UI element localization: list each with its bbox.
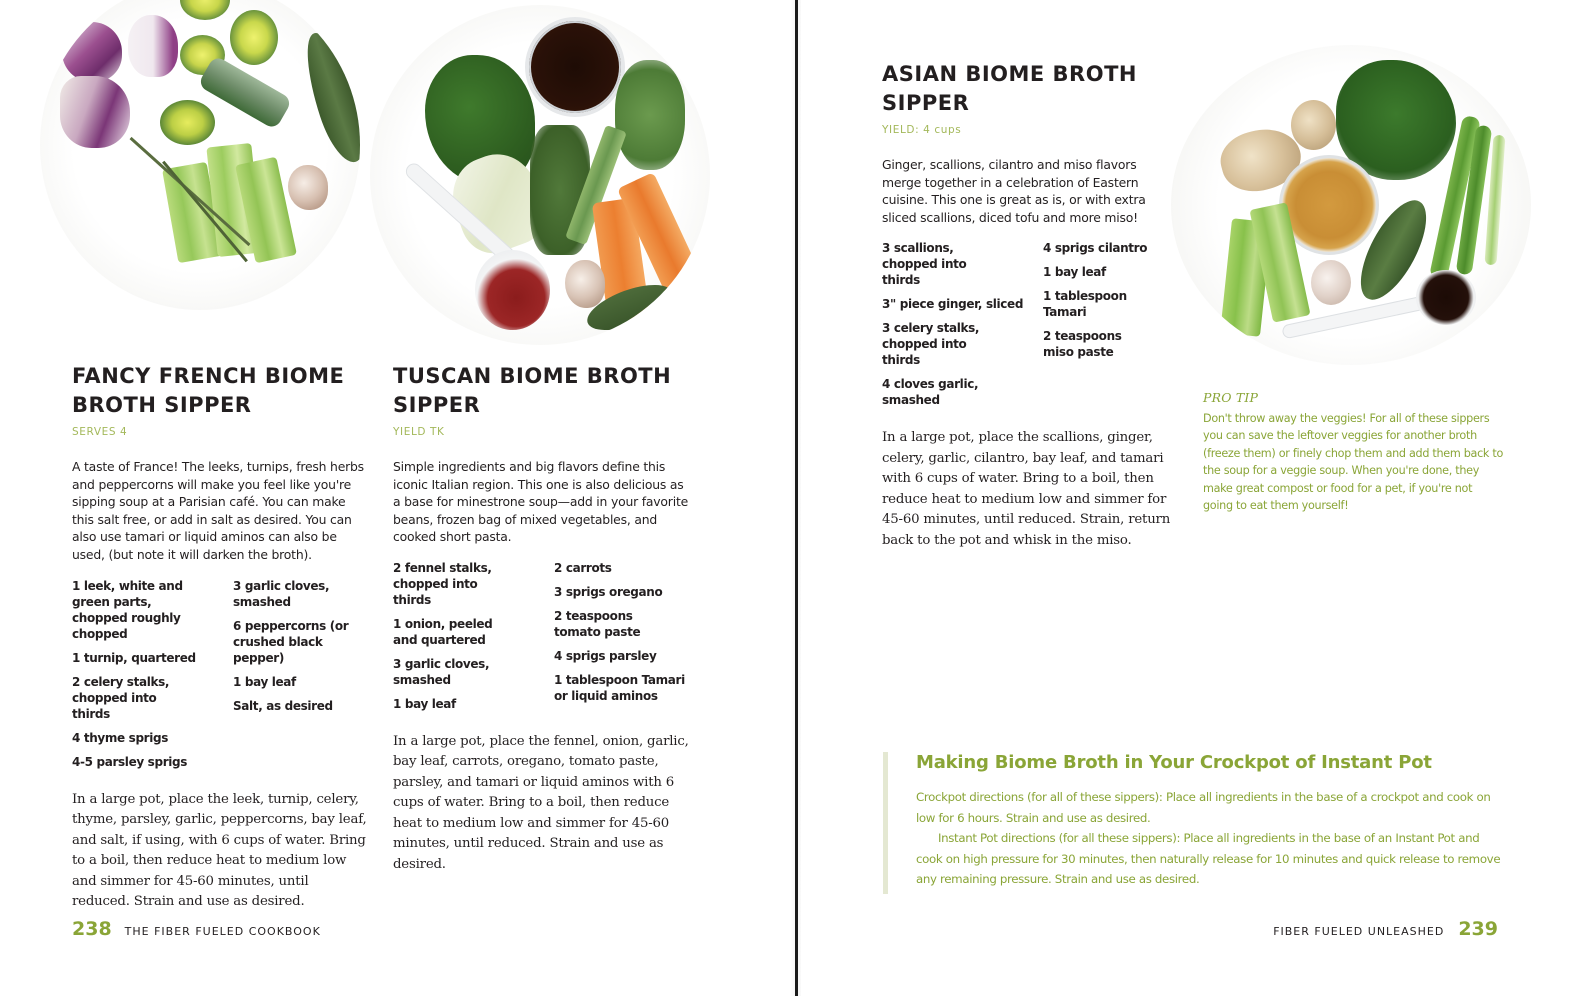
ingredient-column-2 (233, 578, 363, 778)
ingredient-item: 1 bay leaf (1043, 265, 1106, 280)
sidebar-accent-bar (883, 752, 888, 894)
ingredient-item: 1 bay leaf (393, 696, 456, 711)
turnip-shape (62, 22, 122, 82)
leek-ring-shape (160, 100, 215, 145)
bay-leaf-shape (295, 27, 360, 168)
tuscan-broth-ingredients-photo (370, 5, 710, 345)
folio-left (72, 918, 321, 940)
garlic-shape (1311, 260, 1351, 305)
crockpot-directions: Crockpot directions (for all of these sippers): Place all ingredients in the base of a crockpot and cook on low for 6 hours. Strain and use as desired. (916, 790, 1491, 825)
ingredient-column-1 (393, 560, 554, 720)
page-gutter-divider (795, 0, 798, 996)
ingredient-column-1 (72, 578, 233, 778)
turnip-shape (128, 15, 178, 77)
turnip-shape (60, 76, 130, 148)
page-number: 238 (72, 918, 112, 940)
ingredient-item: Salt, as desired (233, 698, 333, 713)
ingredient-column-1 (882, 240, 1043, 416)
ingredient-item: 4-5 parsley sprigs (72, 754, 188, 769)
ingredient-item: 2 celery stalks, chopped into thirds (72, 674, 170, 721)
ingredient-item: 3 garlic cloves, smashed (393, 656, 490, 687)
ingredient-item: 6 peppercorns (or crushed black pepper) (233, 618, 349, 665)
french-broth-ingredients-photo (40, 0, 360, 310)
ingredient-item: 1 onion, peeled and quartered (393, 616, 493, 647)
folio-right (1273, 918, 1498, 940)
recipe-method: In a large pot, place the fennel, onion, garlic, bay leaf, carrots, oregano, tomato paste, parsley, and tamari or liquid aminos with 6 cups of water. Bring to a boil, then reduce heat to medium low and simmer for 45-60 minutes, until reduced. Strain and use as desired. (393, 733, 689, 872)
recipe-method: In a large pot, place the leek, turnip, celery, thyme, parsley, garlic, peppercorns, bay leaf, and salt, if using, with 6 cups of water. Bring to a boil, then reduce heat to medium low and simmer for 45-60 minutes, until reduced. Strain and use as desired. (72, 791, 367, 910)
ingredient-item: 4 cloves garlic, smashed (882, 377, 979, 408)
recipe-method: In a large pot, place the scallions, ginger, celery, garlic, cilantro, bay leaf, and tamari with 6 cups of water. Bring to a boil, then reduce heat to medium low and simmer for 45-60 minutes, until reduced. Strain, return back to the pot and whisk in the miso. (882, 430, 1171, 548)
ingredient-item: 4 thyme sprigs (72, 730, 169, 745)
recipe-yield: SERVES 4 (72, 426, 128, 438)
recipe-yield: YIELD: 4 cups (882, 124, 962, 136)
garlic-shape (565, 260, 605, 308)
running-head: FIBER FUELED UNLEASHED (1273, 925, 1445, 938)
recipe-intro: Ginger, scallions, cilantro and miso flavors merge together in a celebration of Eastern cuisine. This one is great as is, or with extra sliced scallions, diced tofu and more miso! (882, 157, 1146, 225)
tamari-bowl-shape (525, 17, 625, 117)
ingredient-item: 4 sprigs parsley (554, 648, 657, 663)
ingredient-item: 1 turnip, quartered (72, 650, 196, 665)
tomato-paste-spoon-shape (475, 250, 550, 330)
ingredient-list (393, 560, 691, 720)
recipe-intro: Simple ingredients and big flavors define this iconic Italian region. This one is also delicious as a base for minestrone soup—add in your favorite beans, frozen bag of mixed vegetables, and cooked short pasta. (393, 459, 689, 545)
ingredient-item: 2 fennel stalks, chopped into thirds (393, 560, 492, 607)
ingredient-list (882, 240, 1172, 416)
ingredient-item: 3 sprigs oregano (554, 584, 663, 599)
leek-ring-shape (230, 10, 278, 65)
ingredient-item: 2 teaspoons tomato paste (554, 608, 641, 639)
recipe-title: ASIAN BIOME BROTH SIPPER (882, 62, 1137, 115)
ingredient-item: 3 scallions, chopped into thirds (882, 241, 967, 288)
pro-tip-title: PRO TIP (1203, 390, 1259, 405)
ingredient-item: 3 garlic cloves, smashed (233, 578, 330, 609)
garlic-shape (288, 165, 328, 210)
recipe-title: TUSCAN BIOME BROTH SIPPER (393, 364, 672, 417)
running-head: THE FIBER FUELED COOKBOOK (124, 925, 321, 938)
left-page (0, 0, 795, 996)
recipe-yield: YIELD TK (393, 426, 445, 438)
page-number: 239 (1458, 918, 1498, 940)
right-page (801, 0, 1596, 996)
pro-tip-body: Don't throw away the veggies! For all of these sippers you can save the leftover veggies for another broth (freeze them) or finely chop them and add them back to the soup for a veggie soup. When you're done, they make great compost or food for a pet, if you're not going to eat them yourself! (1203, 412, 1503, 513)
oregano-shape (615, 60, 685, 170)
ingredient-list (72, 578, 367, 778)
crockpot-sidebar (883, 752, 1503, 890)
ginger-shape (1291, 100, 1336, 150)
recipe-fancy-french (72, 362, 367, 913)
ingredient-item: 1 tablespoon Tamari (1043, 289, 1127, 320)
ingredient-item: 2 carrots (554, 560, 612, 575)
ingredient-item: 1 leek, white and green parts, chopped roughly chopped (72, 578, 183, 641)
tamari-spoon-shape (1416, 270, 1476, 325)
ingredient-column-2 (554, 560, 689, 720)
pro-tip (1203, 390, 1503, 514)
recipe-title: FANCY FRENCH BIOME BROTH SIPPER (72, 364, 345, 417)
instant-pot-directions: Instant Pot directions (for all these sippers): Place all ingredients in the base of an Instant Pot and cook on high pressure for 30 minutes, then naturally release for 10 minutes and quick release to remove any remaining pressure. Strain and use as desired. (916, 831, 1501, 886)
recipe-asian (882, 60, 1172, 551)
recipe-tuscan (393, 362, 691, 875)
ingredient-item: 4 sprigs cilantro (1043, 241, 1148, 256)
sidebar-title: Making Biome Broth in Your Crockpot of Instant Pot (916, 752, 1432, 773)
ingredient-item: 3" piece ginger, sliced (882, 297, 1024, 312)
ingredient-item: 1 bay leaf (233, 674, 296, 689)
ingredient-column-2 (1043, 240, 1173, 416)
ingredient-item: 3 celery stalks, chopped into thirds (882, 321, 980, 368)
recipe-intro: A taste of France! The leeks, turnips, fresh herbs and peppercorns will make you feel like you're sipping soup at a Parisian café. You can make this salt free, or add in salt as desired. You can also use tamari or liquid aminos can also be used, (but note it will darken the broth). (72, 459, 364, 562)
ingredient-item: 1 tablespoon Tamari or liquid aminos (554, 672, 685, 703)
asian-broth-ingredients-photo (1171, 45, 1531, 365)
ingredient-item: 2 teaspoons miso paste (1043, 329, 1122, 360)
leek-ring-shape (180, 0, 230, 20)
